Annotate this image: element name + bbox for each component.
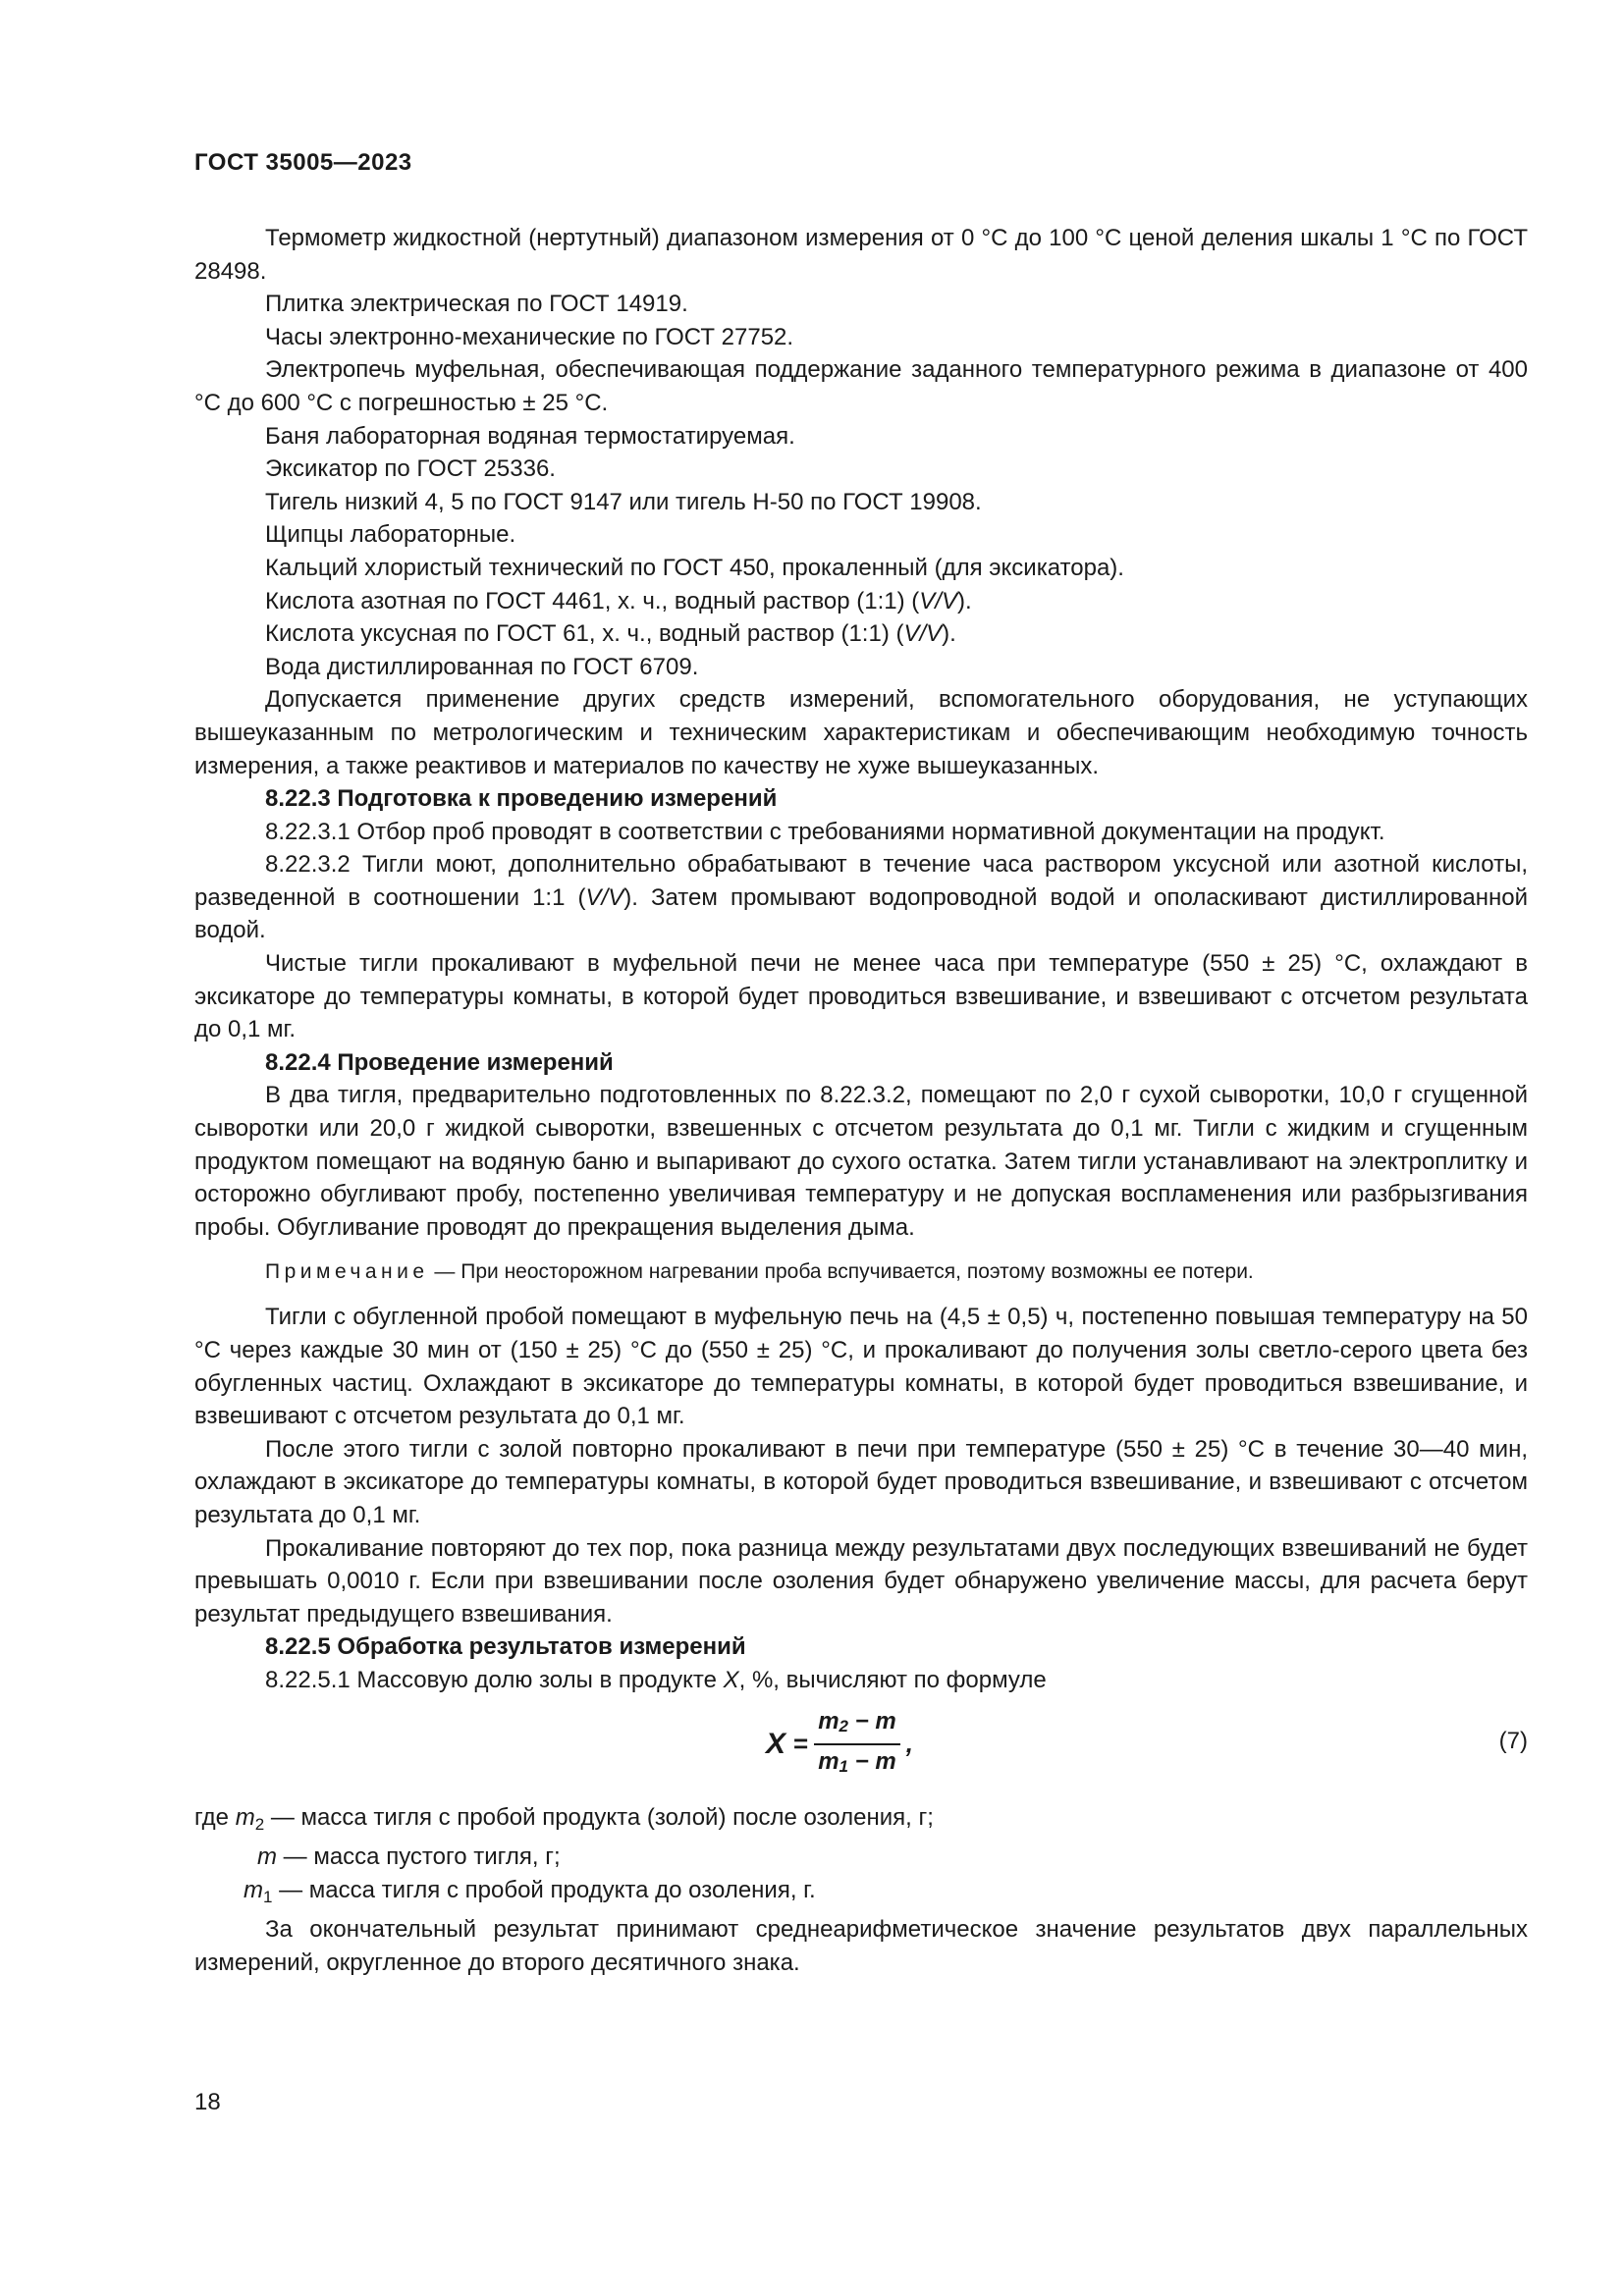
formula-fraction (814, 1707, 900, 1782)
formula-block (194, 1699, 1528, 1789)
section-heading-8-22-3: 8.22.3 Подготовка к проведению измерений (265, 785, 778, 813)
paragraph-8-22-5-1 (194, 1664, 1528, 1697)
crucible-wash-ratio: V/V (585, 883, 624, 911)
paragraph-tongs: Щипцы лабораторные. (265, 521, 516, 549)
acetic-acid-text: Кислота уксусная по ГОСТ 61, х. ч., водный раствор (1:1) ( (265, 620, 904, 648)
acetic-acid-ratio: V/V (903, 620, 943, 648)
formula-comma: , (905, 1728, 913, 1758)
paragraph-hotplate: Плитка электрическая по ГОСТ 14919. (265, 291, 688, 318)
formula-equals: = (793, 1728, 809, 1758)
paragraph-muffle-furnace: Электропечь муфельная, обеспечивающая поддержание заданного температурного режима в диапазоне от 400 °С до 600 °С с погрешностью ± 25 °С. (194, 356, 1528, 416)
document-standard-header: ГОСТ 35005—2023 (194, 149, 412, 176)
nitric-acid-text: Кислота азотная по ГОСТ 4461, х. ч., водный раствор (1:1) ( (265, 587, 920, 614)
paragraph-distilled-water: Вода дистиллированная по ГОСТ 6709. (265, 653, 699, 680)
ash-fraction-text: 8.22.5.1 Массовую долю золы в продукте (265, 1666, 724, 1693)
paragraph-final-result: За окончательный результат принимают среднеарифметическое значение результатов двух параллельных измерений, округленное до второго десятичного знака. (194, 1916, 1528, 1976)
note (194, 1257, 1528, 1287)
paragraph-calcium-chloride: Кальций хлористый технический по ГОСТ 450, прокаленный (для эксикатора). (265, 554, 1124, 581)
page-number: 18 (194, 2089, 221, 2115)
ash-fraction-end: , %, вычисляют по формуле (738, 1666, 1047, 1693)
paragraph-clean-crucibles: Чистые тигли прокаливают в муфельной печи не менее часа при температуре (550 ± 25) °С, охлаждают в эксикаторе до температуры комнаты, в которой будет проводиться взвешивание, и взвешивают с отсчетом результата до 0,1 мг. (194, 950, 1528, 1043)
acetic-acid-end: ). (942, 620, 956, 648)
paragraph-nitric-acid (194, 585, 1528, 618)
ash-fraction-symbol: X (723, 1666, 739, 1693)
paragraph-thermometer: Термометр жидкостной (нертутный) диапазоном измерения от 0 °С до 100 °С ценой деления шкалы 1 °С по ГОСТ 28498. (194, 225, 1528, 285)
nitric-acid-ratio: V/V (919, 587, 957, 614)
paragraph-constant-mass: Прокаливание повторяют до тех пор, пока разница между результатами двух последующих взвешиваний не будет превышать 0,0010 г. Если при взвешивании после озоления будет обнаружено увеличение массы, для расчета берут результат предыдущего взвешивания. (194, 1534, 1528, 1628)
paragraph-water-bath: Баня лабораторная водяная термостатируемая. (265, 422, 795, 450)
paragraph-acetic-acid (194, 617, 1528, 651)
variable-definition-m1: $m_1$ — масса тигля с пробой продукта до озоления, г. (244, 1876, 816, 1906)
section-heading-8-22-5: 8.22.5 Обработка результатов измерений (265, 1633, 746, 1661)
crucible-wash-text: 8.22.3.2 Тигли моют, дополнительно обрабатывают в течение часа раствором уксусной или азотной кислоты, разведенной в соотношении 1:1 ( (194, 851, 1528, 911)
document-body (194, 222, 1528, 1980)
paragraph-8-22-3-1: 8.22.3.1 Отбор проб проводят в соответствии с требованиями нормативной документации на продукт. (265, 818, 1385, 845)
paragraph-8-22-3-2 (194, 848, 1528, 947)
note-text: — При неосторожном нагревании проба вспучивается, поэтому возможны ее потери. (428, 1260, 1254, 1284)
formula-number: (7) (1498, 1727, 1528, 1754)
formula-numerator: $m_2 - m$ (814, 1707, 900, 1745)
paragraph-desiccator: Эксикатор по ГОСТ 25336. (265, 455, 556, 483)
formula-lhs: X (766, 1727, 786, 1760)
note-label: Примечание (265, 1260, 429, 1284)
paragraph-alternatives: Допускается применение других средств измерений, вспомогательного оборудования, не уступающих вышеуказанным по метрологическим и техническим характеристикам и обеспечивающим необходимую точность измерения, а также реактивов и материалов по качеству не хуже вышеуказанных. (194, 686, 1528, 779)
nitric-acid-end: ). (956, 587, 972, 614)
paragraph-ashing: Тигли с обугленной пробой помещают в муфельную печь на (4,5 ± 0,5) ч, постепенно повышая температуру на 50 °С через каждые 30 мин от (150 ± 25) °С до (550 ± 25) °С, и прокаливают до получения золы светло-серого цвета без обугленных частиц. Охлаждают в эксикаторе до температуры комнаты, в которой будет проводиться взвешивание, и взвешивают с отсчетом результата до 0,1 мг. (194, 1304, 1528, 1430)
crucible-wash-end: ). Затем промывают водопроводной водой и ополаскивают дистиллированной водой. (194, 883, 1528, 944)
section-heading-8-22-4: 8.22.4 Проведение измерений (265, 1048, 614, 1076)
paragraph-clock: Часы электронно-механические по ГОСТ 27752. (265, 323, 794, 350)
paragraph-measurement-procedure: В два тигля, предварительно подготовленных по 8.22.3.2, помещают по 2,0 г сухой сыворотки, 10,0 г сгущенной сыворотки или 20,0 г жидкой сыворотки, взвешенных с отсчетом результата до 0,1 мг. Тигли с жидким и сгущенным продуктом помещают на водяную баню и выпаривают до сухого остатка. Затем тигли устанавливают на электроплитку и осторожно обугливают пробу, постепенно увеличивая температуру и не допуская воспламенения или разбрызгивания пробы. Обугливание проводят до прекращения выделения дыма. (194, 1082, 1528, 1241)
ash-formula (766, 1707, 913, 1782)
paragraph-crucible: Тигель низкий 4, 5 по ГОСТ 9147 или тигель Н-50 по ГОСТ 19908. (265, 488, 982, 515)
formula-denominator: $m_1 - m$ (818, 1747, 896, 1776)
variable-definition-m2: где $m_2$ — масса тигля с пробой продукта (золой) после озоления, г; (194, 1803, 934, 1834)
paragraph-repeat-ignition: После этого тигли с золой повторно прокаливают в печи при температуре (550 ± 25) °С в течение 30—40 мин, охлаждают в эксикаторе до температуры комнаты, в которой будет проводиться взвешивание, и взвешивают с отсчетом результата до 0,1 мг. (194, 1435, 1528, 1528)
document-page (194, 0, 1528, 2296)
variable-definition-m: m — масса пустого тигля, г; (257, 1843, 561, 1871)
